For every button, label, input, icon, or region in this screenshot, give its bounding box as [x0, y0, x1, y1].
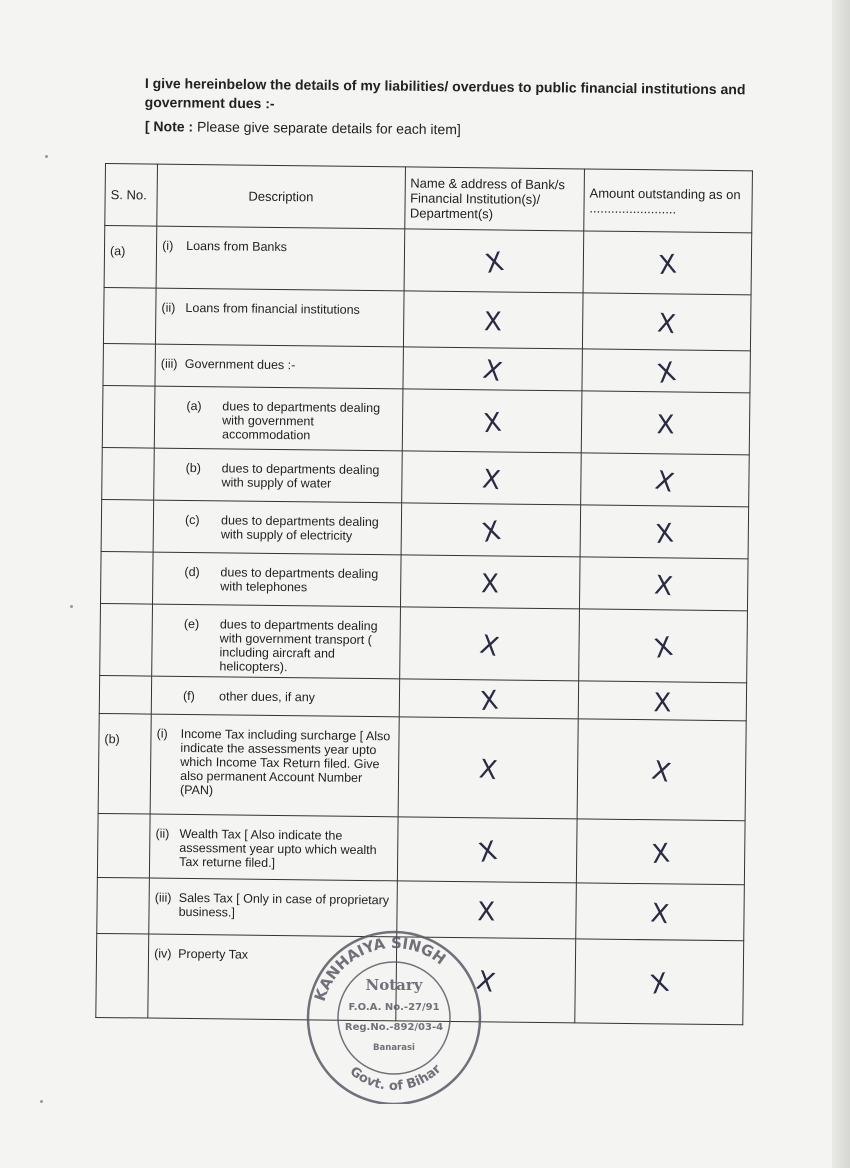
row-item-text: Property Tax [178, 946, 249, 962]
stamp-bottom-text: Govt. of Bihar [346, 1061, 445, 1094]
row-description [153, 552, 401, 607]
paper-speck [45, 155, 48, 158]
row-sno [97, 813, 150, 878]
liabilities-table-wrap [95, 163, 753, 1025]
row-sno: (a) [104, 226, 157, 289]
row-name-cell [401, 503, 581, 557]
row-item-label: (iii) [154, 890, 172, 905]
row-item-label: (ii) [155, 826, 170, 841]
table-row [102, 385, 750, 454]
row-item-text: Loans from financial institutions [185, 300, 360, 317]
row-sno [102, 385, 155, 448]
handwritten-cross-mark: X [650, 838, 672, 870]
row-description-content [157, 617, 394, 676]
handwritten-cross-mark: X [653, 687, 672, 718]
paper-speck [40, 1100, 43, 1103]
row-item-text: Sales Tax [ Only in case of proprietary business.] [178, 890, 390, 920]
table-row [100, 603, 748, 682]
row-description [153, 500, 401, 555]
row-amount-cell [575, 939, 744, 1025]
table-row [98, 713, 746, 820]
row-item-text: dues to departments dealing with supply of electricity [220, 513, 379, 543]
row-sno: (b) [98, 713, 151, 814]
row-amount-cell [577, 719, 746, 821]
row-name-cell [402, 347, 582, 391]
handwritten-cross-mark: X [654, 356, 679, 390]
row-description-content [158, 565, 395, 596]
handwritten-cross-mark: X [481, 407, 503, 439]
liabilities-table [95, 163, 753, 1025]
row-item-label: (c) [184, 512, 200, 528]
row-description [156, 226, 404, 291]
handwritten-cross-mark: X [483, 306, 503, 338]
row-item-label: (ii) [161, 300, 176, 315]
row-item-label: (d) [184, 564, 200, 580]
row-description [155, 344, 403, 389]
row-item-label: (i) [156, 726, 168, 741]
row-sno [101, 499, 154, 552]
row-sno [96, 933, 149, 1018]
row-description-content [155, 891, 392, 922]
row-description [154, 386, 402, 451]
handwritten-cross-mark: X [657, 249, 678, 281]
row-description-content [161, 357, 398, 374]
notary-stamp [300, 928, 488, 1104]
row-amount-cell [582, 293, 751, 351]
handwritten-cross-mark: X [479, 354, 504, 388]
handwritten-cross-mark: X [478, 685, 500, 717]
stamp-line-3: Banarasi [373, 1043, 415, 1053]
row-item-text: dues to departments dealing with supply of water [221, 461, 380, 491]
row-item-label: (b) [185, 460, 202, 476]
note-prefix: [ Note : [144, 118, 194, 135]
row-description [151, 676, 399, 717]
note [145, 118, 461, 137]
stamp-outer-ring [308, 932, 480, 1104]
row-item-label: (a) [186, 398, 202, 414]
row-name-cell [400, 555, 580, 609]
handwritten-cross-mark: X [480, 463, 502, 496]
table-body [96, 226, 752, 1025]
row-description [150, 714, 399, 817]
row-item-text: dues to departments dealing with telephones [220, 565, 379, 595]
row-name-cell [404, 229, 584, 293]
handwritten-cross-mark: X [649, 755, 674, 789]
handwritten-cross-mark: X [652, 569, 675, 602]
row-description-content [155, 827, 392, 872]
row-amount-cell [581, 453, 750, 507]
row-description [156, 288, 404, 347]
row-amount-cell [576, 819, 745, 885]
handwritten-cross-mark: X [475, 835, 500, 869]
handwritten-cross-mark: X [477, 896, 496, 927]
row-description-content [159, 513, 396, 544]
row-amount-cell [583, 231, 752, 295]
table-row [103, 343, 750, 392]
row-item-label: (e) [183, 616, 200, 632]
handwritten-cross-mark: X [647, 967, 672, 1001]
row-amount-cell [576, 883, 745, 941]
row-name-cell [398, 717, 579, 819]
row-item-text: dues to departments dealing with government accommodation [221, 399, 381, 443]
header-amount-outstanding: Amount outstanding as on ........................ [584, 169, 753, 233]
table-row [101, 499, 749, 558]
header-sno: S. No. [105, 164, 158, 227]
header-name-address: Name & address of Bank/s Financial Institution(s)/ Department(s) [404, 167, 584, 231]
page-edge [832, 0, 850, 1168]
handwritten-cross-mark: X [479, 515, 503, 549]
page-heading: I give hereinbelow the details of my liabilities/ overdues to public financial institutions and government dues :- [144, 74, 746, 112]
handwritten-cross-mark: X [655, 307, 678, 340]
row-amount-cell [581, 391, 750, 455]
row-description [154, 448, 402, 503]
row-description-content [156, 727, 393, 800]
handwritten-cross-mark: X [477, 753, 499, 786]
row-item-text: Wealth Tax [ Also indicate the assessment year upto which wealth Tax returne filed.] [179, 826, 377, 870]
stamp-center-title: Notary [365, 976, 423, 994]
row-item-label: (iv) [154, 946, 172, 961]
table-row [101, 551, 749, 610]
row-amount-cell [578, 681, 746, 721]
handwritten-cross-mark: X [652, 465, 677, 499]
note-text: Please give separate details for each item] [196, 118, 461, 138]
row-name-cell [401, 451, 581, 505]
row-description [150, 814, 398, 881]
handwritten-cross-mark: X [654, 518, 675, 550]
row-amount-cell [579, 609, 748, 683]
handwritten-cross-mark: X [482, 246, 506, 280]
row-sno [102, 447, 155, 500]
row-item-text: Loans from Banks [186, 238, 287, 255]
row-sno [99, 675, 152, 714]
row-description [152, 604, 400, 679]
stamp-line-2: Reg.No.-892/03-4 [344, 1022, 444, 1033]
table-row [97, 813, 745, 884]
row-item-label: (iii) [160, 356, 178, 371]
table-row [102, 447, 750, 506]
row-amount-cell [580, 505, 749, 559]
row-amount-cell [582, 349, 751, 393]
handwritten-cross-mark: X [480, 568, 500, 599]
row-sno [101, 551, 154, 604]
row-item-label: (i) [162, 238, 174, 253]
table-row [104, 226, 752, 295]
handwritten-cross-mark: X [476, 629, 501, 663]
stamp-top-text: KANHAIYA SINGH [310, 933, 450, 1004]
handwritten-cross-mark: X [651, 631, 676, 665]
stamp-line-1: F.O.A. No.-27/91 [348, 1002, 440, 1013]
row-item-text: Income Tax including surcharge [ Also indicate the assessments year upto which Income Tax Return filed. Give also permanent Account Number (PAN) [179, 726, 391, 798]
row-amount-cell [579, 557, 748, 611]
handwritten-cross-mark: X [656, 409, 675, 440]
row-name-cell [399, 679, 579, 719]
row-description-content [159, 461, 396, 492]
row-name-cell [397, 817, 577, 883]
row-description-content [161, 301, 398, 318]
row-item-text: dues to departments dealing with government transport ( including aircraft and helicopters). [219, 617, 378, 675]
handwritten-cross-mark: X [649, 897, 671, 930]
header-description: Description [157, 164, 405, 229]
paper-speck [70, 605, 73, 608]
row-description-content [157, 689, 394, 706]
row-item-text: Government dues :- [184, 356, 296, 373]
handwritten-cross-mark: X [473, 965, 497, 999]
row-description-content [162, 239, 399, 256]
row-description-content [160, 399, 397, 444]
row-sno [103, 287, 156, 344]
row-item-text: other dues, if any [218, 689, 316, 705]
row-sno [97, 877, 150, 934]
row-sno [103, 343, 156, 386]
row-item-label: (f) [182, 688, 195, 704]
stamp-rings [308, 932, 480, 1104]
row-sno [100, 603, 153, 676]
row-name-cell [399, 607, 579, 681]
